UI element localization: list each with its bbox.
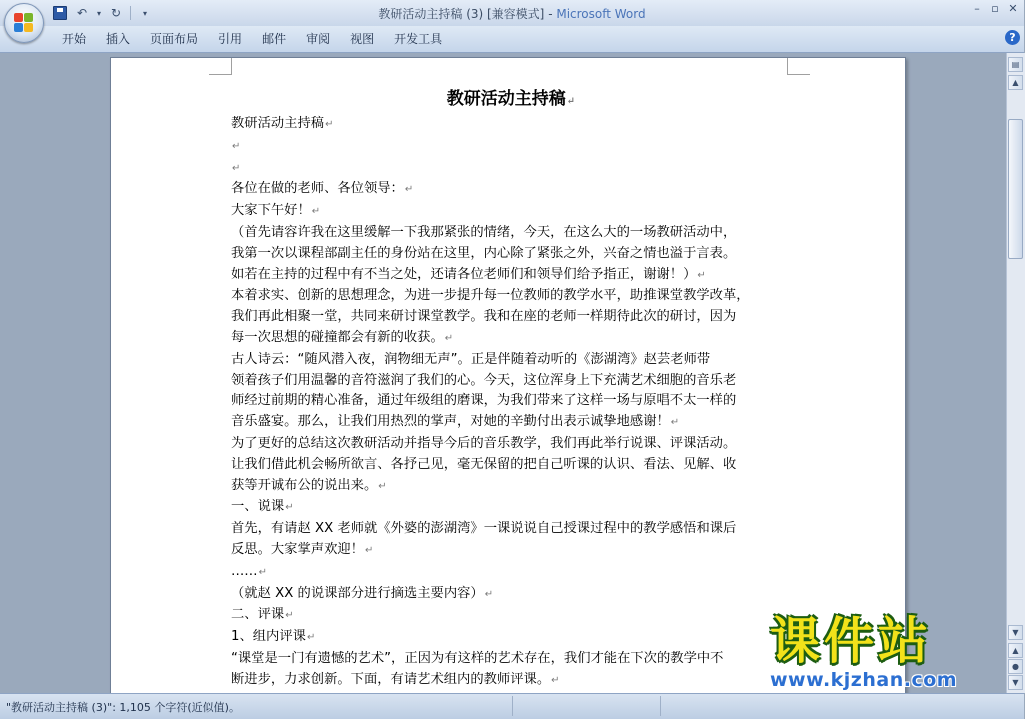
tab-mailings[interactable]: 邮件 <box>262 32 287 46</box>
tab-references[interactable]: 引用 <box>218 32 243 46</box>
status-divider <box>512 696 513 716</box>
paragraph-mark-icon: ↵ <box>551 674 560 686</box>
document-line <box>231 201 791 223</box>
document-line-text: 我们再此相聚一堂，共同来研讨课堂教学。我和在座的老师一样期待此次的研讨，因为 <box>231 309 737 325</box>
tab-insert[interactable]: 插入 <box>106 32 131 46</box>
paragraph-mark-icon: ↵ <box>285 610 294 622</box>
document-line <box>231 519 791 540</box>
document-line <box>231 627 791 649</box>
ribbon-tabs <box>52 30 452 48</box>
document-line <box>231 649 791 670</box>
document-line-text: 获等开诚布公的说出来。 <box>231 477 378 493</box>
document-body <box>231 114 791 712</box>
document-line <box>231 328 791 350</box>
document-line-text: 领着孩子们用温馨的音符滋润了我们的心。今天，这位浑身上下充满艺术细胞的音乐老 <box>231 372 737 388</box>
document-line <box>231 670 791 692</box>
status-divider <box>660 696 661 716</box>
document-line-text: 二、评课 <box>231 607 285 623</box>
document-line <box>231 455 791 476</box>
paragraph-mark-icon: ↵ <box>325 119 334 130</box>
scroll-down-icon[interactable]: ▼ <box>1008 625 1023 640</box>
paragraph-mark-icon: ↵ <box>404 184 414 196</box>
help-icon[interactable]: ? <box>1005 30 1020 45</box>
paragraph-mark-icon: ↵ <box>484 588 494 600</box>
status-bar <box>0 693 1024 719</box>
document-title-text: 教研活动主持稿 <box>446 89 566 109</box>
paragraph-mark-icon: ↵ <box>378 480 387 492</box>
document-line-text: 师经过前期的精心准备，通过年级组的磨课，为我们带来了这样一场与原唱不太一样的 <box>231 393 737 409</box>
document-line-text: 如若在主持的过程中有不当之处，还请各位老师们和领导们给予指正，谢谢！） <box>231 266 697 282</box>
document-content <box>231 84 791 712</box>
redo-icon[interactable]: ↻ <box>110 6 122 20</box>
title-separator: - <box>544 7 557 21</box>
window-controls <box>970 2 1020 16</box>
document-line <box>231 350 791 371</box>
document-title <box>231 84 791 114</box>
document-line-text: 每一次思想的碰撞都会有新的收获。 <box>231 329 444 345</box>
tab-developer[interactable]: 开发工具 <box>394 32 443 46</box>
document-line-text: 本着求实、创新的思想理念，为进一步提升每一位教师的教学水平，助推课堂教学改革， <box>231 288 750 304</box>
document-line <box>231 476 791 498</box>
document-line <box>231 179 791 201</box>
next-page-icon[interactable]: ▼ <box>1008 675 1023 690</box>
paragraph-mark-icon: ↵ <box>285 502 294 514</box>
word-count-status[interactable]: "教研活动主持稿 (3)": 1,105 个字符(近似值)。 <box>6 701 240 714</box>
document-line <box>231 371 791 392</box>
document-line-text: 让我们借此机会畅所欲言、各抒己见，毫无保留的把自己听课的认识、看法、见解、收 <box>231 456 737 472</box>
watermark-logo <box>770 612 1022 692</box>
window-title <box>0 5 1024 22</box>
scrollbar-thumb[interactable] <box>1008 119 1023 259</box>
margin-corner-top-left <box>209 58 232 75</box>
select-browse-object-icon[interactable]: ● <box>1008 659 1023 674</box>
vertical-scrollbar[interactable] <box>1006 53 1025 693</box>
document-line <box>231 265 791 287</box>
document-name: 教研活动主持稿 (3) [兼容模式] <box>378 7 545 21</box>
document-line-text: （就赵 XX 的说课部分进行摘选主要内容） <box>231 585 484 601</box>
margin-corner-top-right <box>787 58 810 75</box>
document-line-text: “课堂是一门有遗憾的艺术”，正因为有这样的艺术存在，我们才能在下次的教学中不 <box>231 650 724 666</box>
minimize-icon[interactable]: – <box>974 2 980 15</box>
office-logo-icon <box>14 13 34 33</box>
paragraph-mark-icon: ↵ <box>670 417 680 429</box>
document-line <box>231 114 791 136</box>
document-line-text: 音乐盛宴。那么，让我们用热烈的掌声，对她的辛勤付出表示诚挚地感谢！ <box>231 414 670 430</box>
document-area <box>0 53 1006 693</box>
view-ruler-icon[interactable]: ▤ <box>1008 57 1023 72</box>
paragraph-mark-icon: ↵ <box>232 140 241 152</box>
document-line-text: 一、说课 <box>231 499 285 515</box>
close-icon[interactable]: ✕ <box>1008 2 1018 15</box>
title-bar <box>0 0 1024 26</box>
document-line-text: 大家下午好！ <box>231 203 311 219</box>
document-line-text: 古人诗云：“随风潜入夜，润物细无声”。正是伴随着动听的《澎湖湾》赵芸老师带 <box>231 351 711 367</box>
tab-page-layout[interactable]: 页面布局 <box>150 32 199 46</box>
restore-icon[interactable]: ▫ <box>991 2 999 15</box>
document-line <box>231 434 791 455</box>
document-line-text: …… <box>231 563 258 579</box>
document-line-text: 反思。大家掌声欢迎！ <box>231 541 364 557</box>
paragraph-mark-icon: ↵ <box>232 162 241 174</box>
tab-review[interactable]: 审阅 <box>306 32 331 46</box>
watermark-url: www.kjzhan.com <box>770 669 958 691</box>
document-line-text: 1、组内评课 <box>231 629 306 645</box>
document-line <box>231 497 791 519</box>
undo-dropdown-icon[interactable]: ▾ <box>96 8 101 18</box>
document-line <box>231 307 791 328</box>
paragraph-mark-icon: ↵ <box>697 269 706 281</box>
document-line <box>231 158 791 180</box>
document-line <box>231 584 791 606</box>
paragraph-mark-icon: ↵ <box>364 544 374 556</box>
app-name: Microsoft Word <box>556 7 646 21</box>
document-line <box>231 136 791 158</box>
document-line-text: 我第一次以课程部副主任的身份站在这里，内心除了紧张之外，兴奋之情也溢于言表。 <box>231 245 737 261</box>
previous-page-icon[interactable]: ▲ <box>1008 643 1023 658</box>
document-line <box>231 412 791 434</box>
tab-home[interactable]: 开始 <box>62 32 87 46</box>
document-line-text: 为了更好的总结这次教研活动并指导今后的音乐教学，我们再此举行说课、评课活动。 <box>231 435 737 451</box>
document-line-text: 断进步，力求创新。下面，有请艺术组内的教师评课。 <box>231 671 551 687</box>
document-line-text: 各位在做的老师、各位领导： <box>231 181 404 197</box>
watermark-text: 课件站 <box>770 612 932 670</box>
customize-qat-icon[interactable]: ▾ <box>142 8 147 18</box>
document-line <box>231 223 791 244</box>
paragraph-mark-icon: ↵ <box>306 632 316 644</box>
document-line <box>231 605 791 627</box>
document-line <box>231 244 791 265</box>
document-line <box>231 540 791 562</box>
document-line-text: （首先请容许我在这里缓解一下我那紧张的情绪，今天，在这么大的一场教研活动中， <box>231 224 737 240</box>
document-line <box>231 391 791 412</box>
tab-view[interactable]: 视图 <box>350 32 375 46</box>
document-line-text: 教研活动主持稿 <box>231 116 325 131</box>
document-line <box>231 562 791 584</box>
paragraph-mark-icon: ↵ <box>566 96 576 107</box>
paragraph-mark-icon: ↵ <box>258 566 267 578</box>
paragraph-mark-icon: ↵ <box>311 206 321 218</box>
undo-icon[interactable]: ↶ <box>76 6 88 20</box>
office-button[interactable] <box>4 3 44 43</box>
scroll-up-icon[interactable]: ▲ <box>1008 75 1023 90</box>
ribbon <box>0 26 1024 53</box>
paragraph-mark-icon: ↵ <box>444 332 454 344</box>
document-line-text: 首先，有请赵 XX 老师就《外婆的澎湖湾》一课说说自己授课过程中的教学感悟和课后 <box>231 521 737 537</box>
document-line <box>231 286 791 307</box>
